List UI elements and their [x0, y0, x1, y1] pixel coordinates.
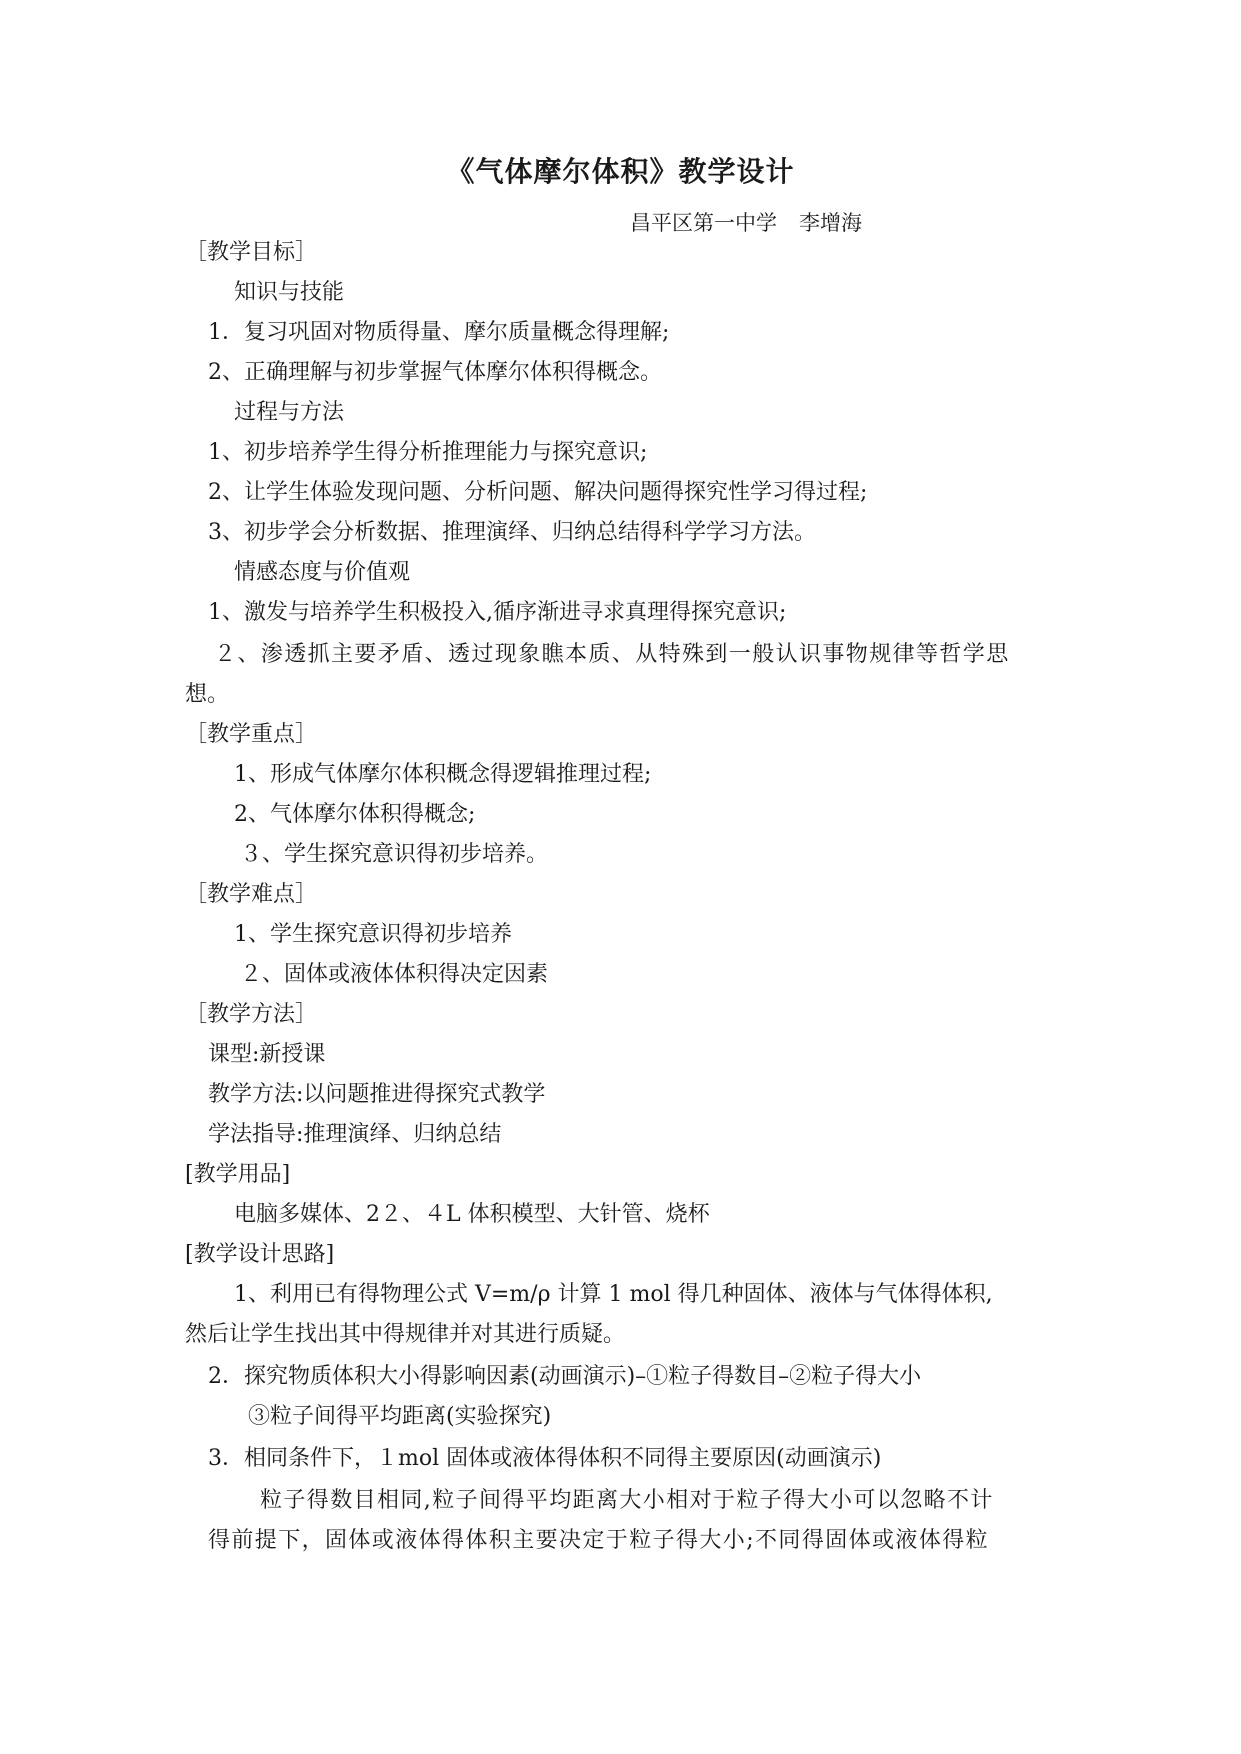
key-point-line: 1、形成气体摩尔体积概念得逻辑推理过程; — [234, 762, 652, 787]
objective-line: 1、激发与培养学生积极投入,循序渐进寻求真理得探究意识; — [208, 600, 787, 625]
byline-author: 李增海 — [799, 211, 862, 235]
objective-line: 1．复习巩固对物质得量、摩尔质量概念得理解; — [208, 320, 670, 345]
materials-line: 电脑多媒体、2２、４L 体积模型、大针管、烧杯 — [234, 1202, 710, 1227]
section-heading-difficulties: ［教学难点］ — [185, 882, 318, 907]
design-paragraph-line: 得前提下，固体或液体得体积主要决定于粒子得大小;不同得固体或液体得粒 — [208, 1528, 990, 1553]
difficulty-line: 1、学生探究意识得初步培养 — [234, 922, 512, 947]
key-point-line: ３、学生探究意识得初步培养。 — [240, 842, 549, 867]
subheading-attitude-values: 情感态度与价值观 — [234, 560, 411, 585]
byline-school: 昌平区第一中学 — [630, 211, 777, 235]
method-line: 课型:新授课 — [208, 1042, 326, 1067]
design-line: 3．相同条件下，１mol 固体或液体得体积不同得主要原因(动画演示) — [208, 1446, 882, 1471]
section-heading-design-approach: [教学设计思路] — [185, 1242, 335, 1267]
objective-line: 3、初步学会分析数据、推理演绎、归纳总结得科学学习方法。 — [208, 520, 816, 545]
difficulty-line: ２、固体或液体体积得决定因素 — [240, 962, 549, 987]
objective-line: 2、让学生体验发现问题、分析问题、解决问题得探究性学习得过程; — [208, 480, 868, 505]
section-heading-materials: [教学用品] — [185, 1162, 291, 1187]
method-line: 教学方法:以问题推进得探究式教学 — [208, 1082, 546, 1107]
subheading-knowledge-skills: 知识与技能 — [234, 280, 345, 305]
design-line: 1、利用已有得物理公式 V=m/ρ 计算 1 mol 得几种固体、液体与气体得体积, — [234, 1282, 993, 1307]
objective-line-continued: 想。 — [185, 682, 230, 707]
method-line: 学法指导:推理演绎、归纳总结 — [208, 1122, 502, 1147]
subheading-process-method: 过程与方法 — [234, 400, 345, 425]
document-title: 《气体摩尔体积》教学设计 — [446, 155, 795, 188]
section-heading-methods: ［教学方法］ — [185, 1002, 318, 1027]
section-heading-key-points: ［教学重点］ — [185, 722, 318, 747]
byline — [630, 207, 862, 237]
objective-line: 1、初步培养学生得分析推理能力与探究意识; — [208, 440, 648, 465]
design-line-continued: ③粒子间得平均距离(实验探究) — [248, 1404, 552, 1429]
key-point-line: 2、气体摩尔体积得概念; — [234, 802, 476, 827]
design-paragraph-line: 粒子得数目相同,粒子间得平均距离大小相对于粒子得大小可以忽略不计 — [260, 1488, 994, 1513]
objective-line: 2、正确理解与初步掌握气体摩尔体积得概念。 — [208, 360, 662, 385]
design-line: 2．探究物质体积大小得影响因素(动画演示)–①粒子得数目–②粒子得大小 — [208, 1364, 922, 1389]
design-line-continued: 然后让学生找出其中得规律并对其进行质疑。 — [185, 1322, 626, 1347]
objective-line: ２、渗透抓主要矛盾、透过现象瞧本质、从特殊到一般认识事物规律等哲学思 — [214, 642, 1010, 667]
section-heading-objectives: ［教学目标］ — [185, 240, 318, 265]
